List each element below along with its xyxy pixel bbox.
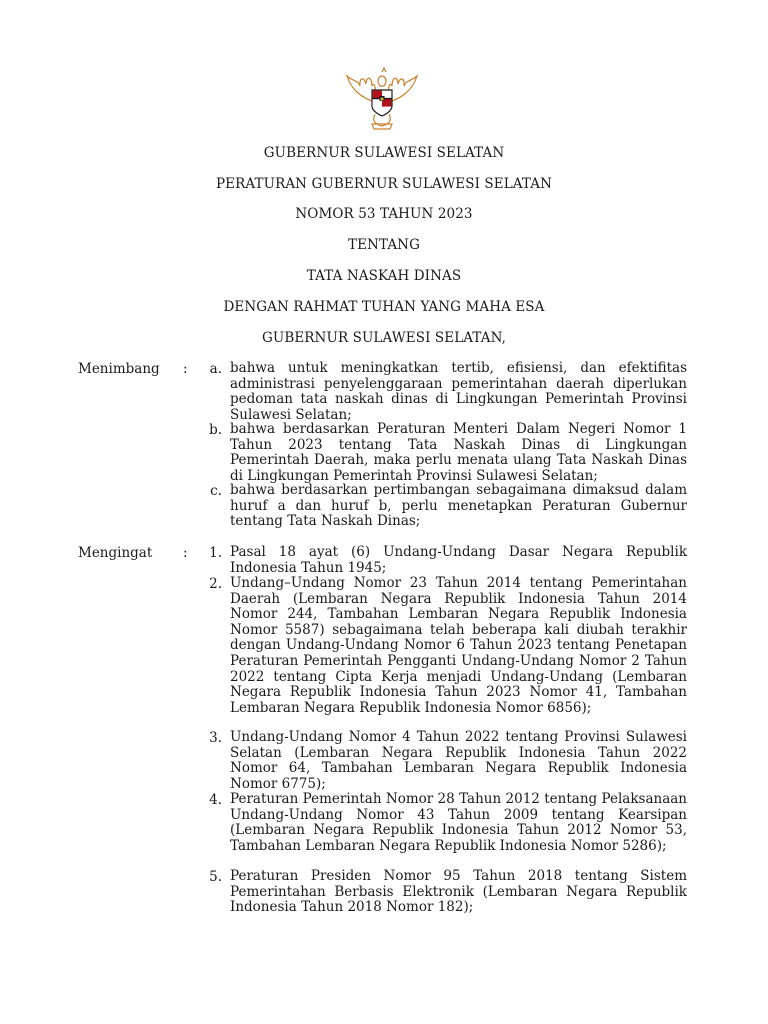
issuer-signoff: GUBERNUR SULAWESI SELATAN,	[261, 330, 507, 346]
mengingat-marker: 5.	[209, 869, 222, 885]
menimbang-item-text: bahwa berdasarkan Peraturan Menteri Dalam Negeri Nomor 1 Tahun 2023 tentang Tata Naskah Dinas di Lingkungan Pemerintah Daerah, maka perlu menata ulang Tata Naskah Dinas di Lingkungan Pemerintah Provinsi Sulawesi Selatan;	[230, 421, 687, 484]
regulation-subject: TATA NASKAH DINAS	[306, 268, 462, 284]
mengingat-item-text: Undang-Undang Nomor 4 Tahun 2022 tentang Provinsi Sulawesi Selatan (Lembaran Negara Republik Indonesia Tahun 2022 Nomor 64, Tambahan Lembaran Negara Republik Indonesia Nomor 6775);	[230, 729, 687, 792]
menimbang-marker: c.	[210, 483, 222, 499]
mengingat-colon: :	[183, 545, 188, 561]
mengingat-marker: 3.	[209, 730, 222, 746]
mengingat-marker: 2.	[209, 576, 222, 592]
menimbang-marker: a.	[209, 361, 222, 377]
mengingat-item-text: Peraturan Pemerintah Nomor 28 Tahun 2012 tentang Pelaksanaan Undang-Undang Nomor 43 Tahun 2009 tentang Kearsipan (Lembaran Negara Republik Indonesia Tahun 2012 Nomor 53, Tambahan Lembaran Negara Republik Indonesia Nomor 5286);	[230, 791, 687, 854]
mengingat-label: Mengingat	[78, 545, 153, 561]
menimbang-item-text: bahwa untuk meningkatkan tertib, efisiensi, dan efektifitas administrasi penyelenggaraan pemerintahan daerah diperlukan pedoman tata naskah dinas di Lingkungan Pemerintah Provinsi Sulawesi Selatan;	[230, 360, 687, 423]
menimbang-label: Menimbang	[78, 361, 160, 377]
preamble-phrase: DENGAN RAHMAT TUHAN YANG MAHA ESA	[223, 299, 545, 315]
mengingat-marker: 4.	[209, 792, 222, 808]
menimbang-colon: :	[183, 361, 188, 377]
mengingat-item-text: Peraturan Presiden Nomor 95 Tahun 2018 tentang Sistem Pemerintahan Berbasis Elektronik (Lembaran Negara Republik Indonesia Tahun 2018 Nomor 182);	[230, 868, 687, 916]
regulation-title: PERATURAN GUBERNUR SULAWESI SELATAN	[215, 176, 553, 192]
issuer-title: GUBERNUR SULAWESI SELATAN	[263, 145, 505, 161]
about-heading: TENTANG	[348, 237, 420, 253]
regulation-number: NOMOR 53 TAHUN 2023	[295, 206, 473, 222]
mengingat-marker: 1.	[209, 545, 222, 561]
menimbang-marker: b.	[209, 422, 222, 438]
menimbang-item-text: bahwa berdasarkan pertimbangan sebagaimana dimaksud dalam huruf a dan huruf b, perlu menetapkan Peraturan Gubernur tentang Tata Naskah Dinas;	[230, 482, 687, 530]
mengingat-item-text: Pasal 18 ayat (6) Undang-Undang Dasar Negara Republik Indonesia Tahun 1945;	[230, 544, 687, 576]
mengingat-item-text: Undang–Undang Nomor 23 Tahun 2014 tentang Pemerintahan Daerah (Lembaran Negara Republik Indonesia Tahun 2014 Nomor 244, Tambahan Lembaran Negara Republik Indonesia Nomor 5587) sebagaimana telah beberapa kali diubah terakhir dengan Undang-Undang Nomor 6 Tahun 2023 tentang Penetapan Peraturan Pemerintah Pengganti Undang-Undang Nomor 2 Tahun 2022 tentang Cipta Kerja menjadi Undang-Undang (Lembaran Negara Republik Indonesia Tahun 2023 Nomor 41, Tambahan Lembaran Negara Republik Indonesia Nomor 6856);	[230, 575, 687, 716]
garuda-pancasila-emblem-icon	[344, 62, 420, 134]
